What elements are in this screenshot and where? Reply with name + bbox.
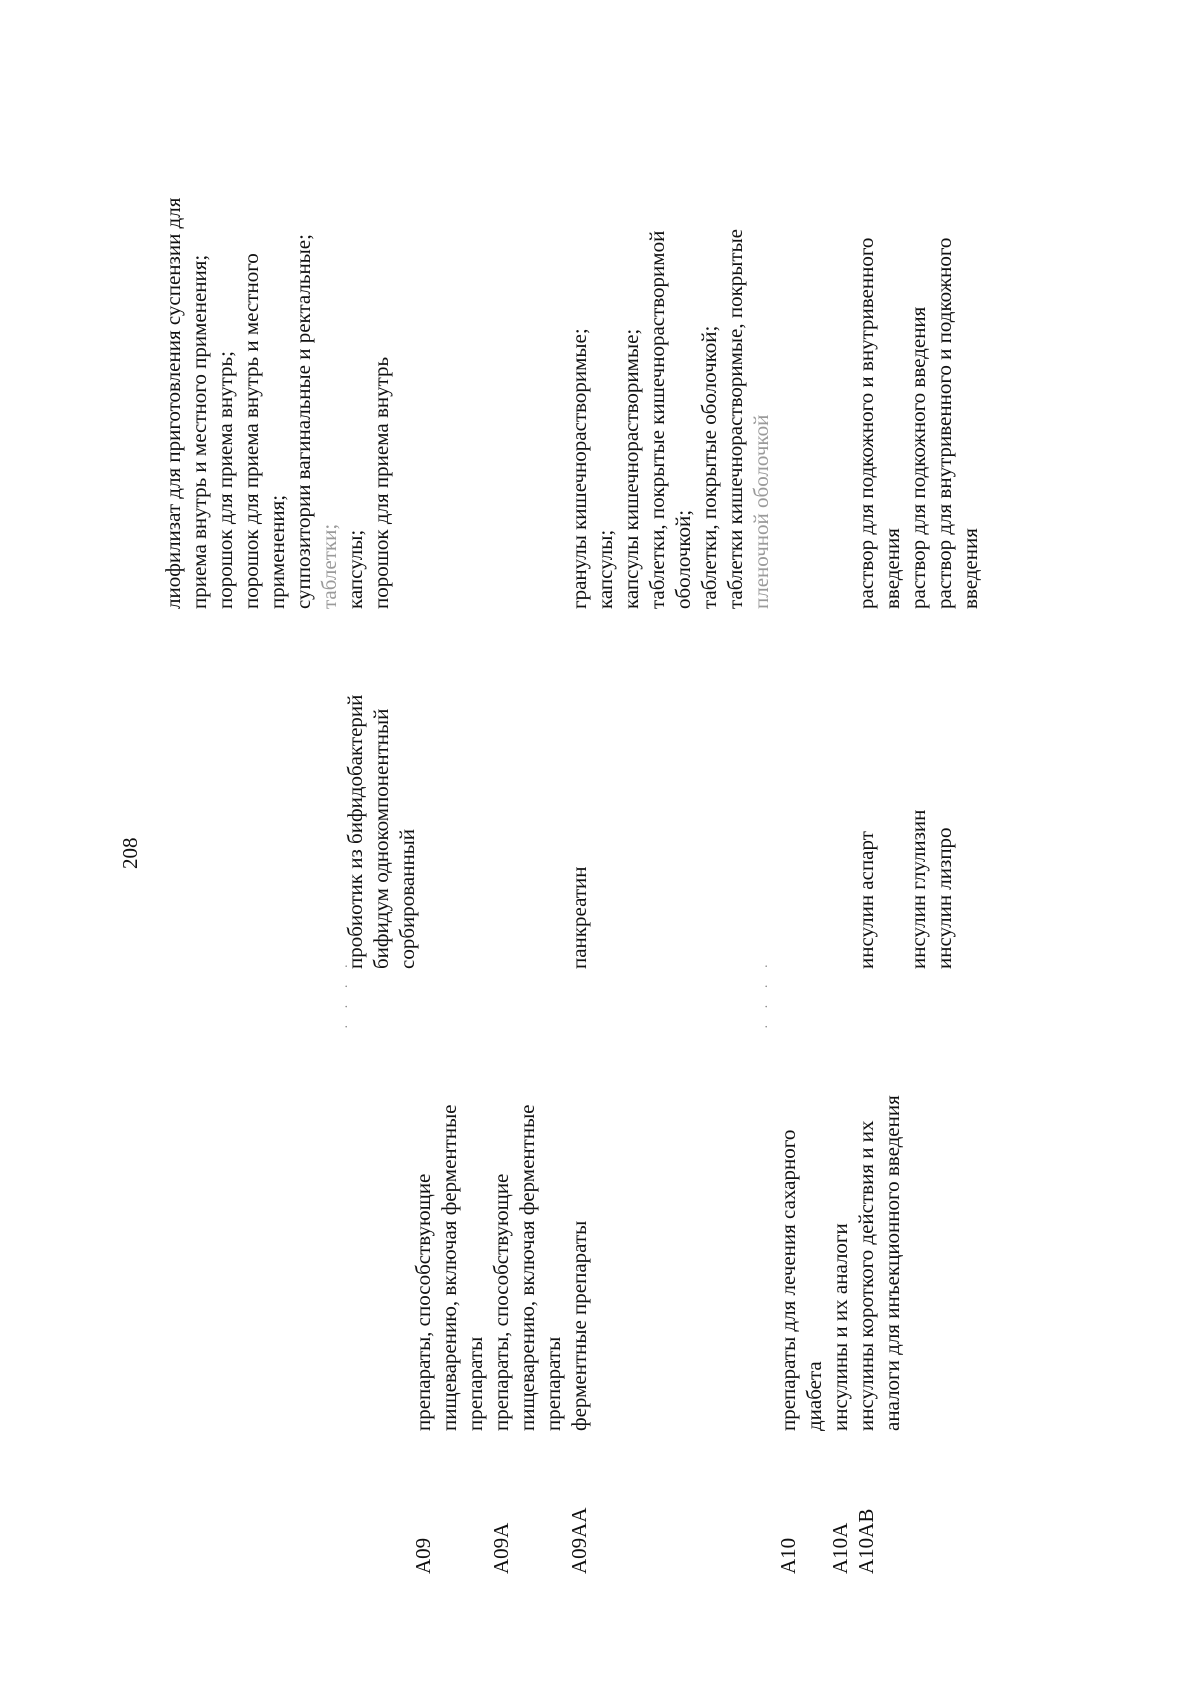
drugs-a09aa bbox=[566, 569, 592, 969]
atc-name-a10 bbox=[775, 1031, 827, 1431]
form-line: раствор для внутривенного и подкожного bbox=[932, 237, 956, 609]
atc-code-a10: A10 bbox=[776, 1537, 800, 1574]
form-line: капсулы кишечнорастворимые; bbox=[619, 328, 643, 609]
form-line: лиофилизат для приготовления суспензии для bbox=[161, 197, 185, 609]
form-line: введения bbox=[958, 528, 982, 609]
drug-line bbox=[879, 569, 905, 969]
form-line: гранулы кишечнорастворимые; bbox=[567, 328, 591, 609]
page-number: 208 bbox=[118, 837, 142, 869]
name-line: ферментные препараты bbox=[567, 1220, 591, 1431]
atc-code-a10ab: A10AB bbox=[854, 1508, 878, 1574]
form-line: оболочкой; bbox=[671, 509, 695, 609]
name-line: препараты, способствующие bbox=[411, 1173, 435, 1431]
atc-name-a09 bbox=[410, 1031, 488, 1431]
atc-name-a10ab bbox=[853, 1031, 905, 1431]
form-line: таблетки кишечнорастворимые, покрытые bbox=[723, 229, 747, 609]
form-line: таблетки, покрытые кишечнорастворимой bbox=[645, 230, 669, 609]
scan-specks: · · · · bbox=[760, 957, 775, 1029]
form-line: капсулы; bbox=[343, 529, 367, 609]
name-line: препараты bbox=[541, 1336, 565, 1431]
form-line: суппозитории вагинальные и ректальные; bbox=[291, 234, 315, 609]
form-line: порошок для приема внутрь; bbox=[213, 351, 237, 609]
atc-name-a10a bbox=[827, 1031, 853, 1431]
name-line: аналоги для инъекционного введения bbox=[880, 1095, 904, 1431]
name-line: диабета bbox=[802, 1361, 826, 1431]
atc-name-a09aa bbox=[566, 1031, 592, 1431]
top-block-forms bbox=[160, 49, 394, 609]
name-line: инсулины и их аналоги bbox=[828, 1223, 852, 1431]
atc-code-a09aa: A09AA bbox=[567, 1507, 591, 1574]
form-line: капсулы; bbox=[593, 529, 617, 609]
top-block-drugs bbox=[342, 569, 420, 969]
form-line: раствор для подкожного и внутривенного bbox=[854, 237, 878, 609]
form-line: таблетки, покрытые оболочкой; bbox=[697, 325, 721, 609]
drug-line: пробиотик из бифидобактерий bbox=[343, 694, 367, 969]
drug-line: сорбированный bbox=[395, 828, 419, 969]
name-line: препараты, способствующие bbox=[489, 1173, 513, 1431]
name-line: препараты bbox=[463, 1336, 487, 1431]
form-line: пленочной оболочкой bbox=[749, 414, 773, 609]
atc-code-a10a: A10A bbox=[828, 1522, 852, 1574]
drug-line: инсулин лизпро bbox=[932, 827, 956, 969]
name-line: препараты для лечения сахарного bbox=[776, 1129, 800, 1431]
atc-code-a09a: A09A bbox=[489, 1522, 513, 1574]
drug-line: инсулин глулизин bbox=[906, 809, 930, 969]
forms-a10ab bbox=[853, 49, 983, 609]
atc-name-a09a bbox=[488, 1031, 566, 1431]
drugs-a10ab bbox=[853, 569, 957, 969]
form-line: введения bbox=[880, 528, 904, 609]
name-line: инсулины короткого действия и их bbox=[854, 1120, 878, 1431]
atc-code-a09: A09 bbox=[411, 1537, 435, 1574]
forms-a09aa bbox=[566, 49, 774, 609]
drug-line: инсулин аспарт bbox=[854, 831, 878, 969]
name-line: пищеварению, включая ферментные bbox=[437, 1104, 461, 1431]
form-line: раствор для подкожного введения bbox=[906, 306, 930, 609]
form-line: порошок для приема внутрь bbox=[369, 356, 393, 609]
form-line: приема внутрь и местного применения; bbox=[187, 254, 211, 609]
form-line: порошок для приема внутрь и местного bbox=[239, 253, 263, 609]
drug-line: панкреатин bbox=[567, 866, 591, 969]
scan-specks: · · · · bbox=[340, 957, 355, 1029]
form-line: таблетки; bbox=[317, 523, 341, 609]
form-line: применения; bbox=[265, 494, 289, 609]
name-line: пищеварению, включая ферментные bbox=[515, 1104, 539, 1431]
drug-line: бифидум однокомпонентный bbox=[369, 708, 393, 969]
